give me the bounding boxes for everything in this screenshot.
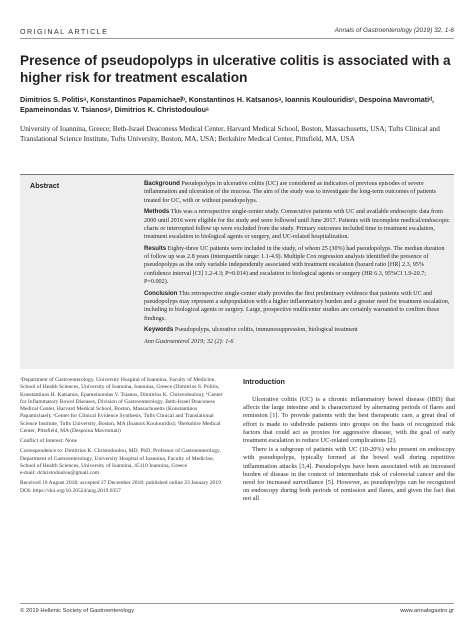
introduction-paragraph: There is a subgroup of patients with UC (10-20%) who present on endoscopy with pseudopolyps, typically formed at the bowel wall during repetitive inflammation attacks [3,4]. Pseudopolyps have been associated with an increased burden of disease in the context of intermediate risk of colorectal cancer and the need for increased surveillance [5]. However, as pseudopolyps can be recognized on endoscopy during both periods of remission and flares, and given the fact that not all	[243, 446, 455, 503]
doi-link[interactable]: DOI: https://doi.org/10.20524/aog.2019.0357	[20, 487, 121, 494]
abstract-keywords	[144, 326, 450, 334]
keywords-label: Keywords	[144, 326, 174, 334]
methods-text: This was a retrospective single-center study. Consecutive patients with UC and available endoscopic data from 2000 until 2016 were eligible for the study and were followed until June 2017. Patients with incomplete medical/endoscopic charts or interrupted follow up were excluded from the study. Primary outcomes included time to treatment escalation, treatment escalation to biological agents or surgery, and UC-related hospitalization.	[144, 209, 450, 241]
abstract-citation: Ann Gastroenterol 2019; 32 (2): 1-6	[144, 339, 234, 346]
abstract-methods	[144, 208, 450, 241]
methods-label: Methods	[144, 208, 170, 216]
header-divider	[20, 38, 454, 39]
department-footnote: ᵃDepartment of Gastroenterology, University Hospital of Ioannina, Faculty of Medicine, School of Health Sciences, University of Ioannina, Ioannina, Greece (Dimitrios S. Politis, Konstantinos H. Katsanos, Epameinondas V. Tsianos, Dimitrios K. Christodoulou); ᵇCenter for Inflammatory Bowel Diseases, Division of Gastroenterology, Beth-Israel Deaconess Medical Center, Harvard Medical School, Boston, Massachusetts (Konstantinos Papamichael); ᶜCenter for Clinical Evidence Synthesis, Tufts Clinical and Translational Science Institute, Tufts University, Boston, MA (Ioannis Koulouridis); ᵈBerkshire Medical Center, Pittsfield, MA (Despoina Mavromati)	[20, 377, 223, 434]
abstract-conclusion	[144, 290, 450, 323]
footnotes-column	[20, 377, 228, 498]
background-text: Pseudopolyps in ulcerative colitis (UC) are considered as indicators of previous episodes of severe inflammation and ulceration of the mucosa. The aim of the study was to investigate the long-term outcomes of patients treated for UC, with or without pseudopolyps.	[144, 181, 437, 204]
introduction-body	[243, 396, 455, 504]
keywords-text: Pseudopolyps, ulcerative colitis, immunosuppression, biological treatment	[174, 327, 358, 334]
results-text: Eighty-three UC patients were included in the study, of whom 25 (30%) had pseudopolyps. The median duration of follow up was 2.8 years (interquartile range: 1.1-4.9). Multiple Cox regression analysis identified the presence of pseudopolyps as the only variable independently associated with treatment escalation (hazard ratio [HR] 2.3, 95% confidence interval [CI] 1.2-4.3; P=0.014) and escalation to biological agents or surgery (HR 6.3, 95%CI 1.9-20.7; P=0.002).	[144, 245, 445, 285]
copyright-notice: © 2019 Hellenic Society of Gastroenterology	[20, 608, 135, 614]
introduction-section	[243, 377, 455, 504]
affiliations: University of Ioannina, Greece; Beth-Israel Deaconess Medical Center, Harvard Medical School, Boston, Massachusetts, USA; Tufts Clinical and Translational Science Institute, Tufts University, Boston, MA, USA; Berkshire Medical Center, Pittsfield, MA, USA	[20, 125, 440, 143]
abstract-heading: Abstract	[30, 181, 60, 190]
correspondence: Correspondence to: Dimitrios K. Christodoulou, MD, PhD, Professor of Gastroenterology, Department of Gastroenterology, University Hospital of Ioannina, Faculty of Medicine, School of Health Sciences, University of Ioannina, 45110 Ioannina, Greece	[20, 448, 221, 469]
conclusion-text: This retrospective single-center study provides the first preliminary evidence that patients with UC and pseudopolyps may represent a subpopulation with a higher inflammatory burden and a greater need for treatment escalation, including to biological agents or surgery. Large, prospective multicenter studies are certainly warranted to confirm these findings.	[144, 290, 450, 322]
abstract-body	[144, 180, 450, 350]
journal-citation-text: Annals of Gastroenterology (2019) 32, 1-6	[334, 27, 454, 34]
abstract-background	[144, 180, 450, 205]
author-list: Dimitrios S. Politisᵃ, Konstantinos Papamichaelᵇ, Konstantinos H. Katsanosᵃ, Ioannis Koulouridisᶜ, Despoina Mavromatiᵈ, Epameinondas V. Tsianosᵃ, Dimitrios K. Christodoulouᵃ	[20, 95, 434, 114]
journal-website-link[interactable]: www.annalsgastro.gr	[400, 608, 454, 614]
introduction-paragraph: Ulcerative colitis (UC) is a chronic inflammatory bowel disease (IBD) that affects the large intestine and is characterized by alternating periods of flares and remission [1]. To provide patients with the best therapeutic care, a great deal of effort is made to subdivide patients into groups on the basis of recognized risk factors that could act as proxies for aggressive disease, with the goal of early treatment escalation to reduce UC-related complications [2].	[243, 396, 455, 445]
journal-citation	[335, 27, 454, 34]
correspondence-email[interactable]: e-mail: dchristodoulou@gmail.com	[20, 470, 100, 476]
results-label: Results	[144, 244, 167, 252]
conclusion-label: Conclusion	[144, 289, 178, 297]
article-type-label: ORIGINAL ARTICLE	[20, 27, 109, 36]
background-label: Background	[144, 180, 180, 187]
introduction-heading: Introduction	[243, 377, 285, 386]
received-dates: Received 10 August 2018; accepted 27 December 2018; published online 23 January 2019	[20, 480, 221, 487]
footer-divider	[20, 603, 454, 604]
article-title: Presence of pseudopolyps in ulcerative colitis is associated with a higher risk for treatment escalation	[20, 53, 451, 85]
conflict-of-interest: Conflict of Interest: None	[20, 438, 78, 444]
abstract-results	[144, 245, 450, 286]
